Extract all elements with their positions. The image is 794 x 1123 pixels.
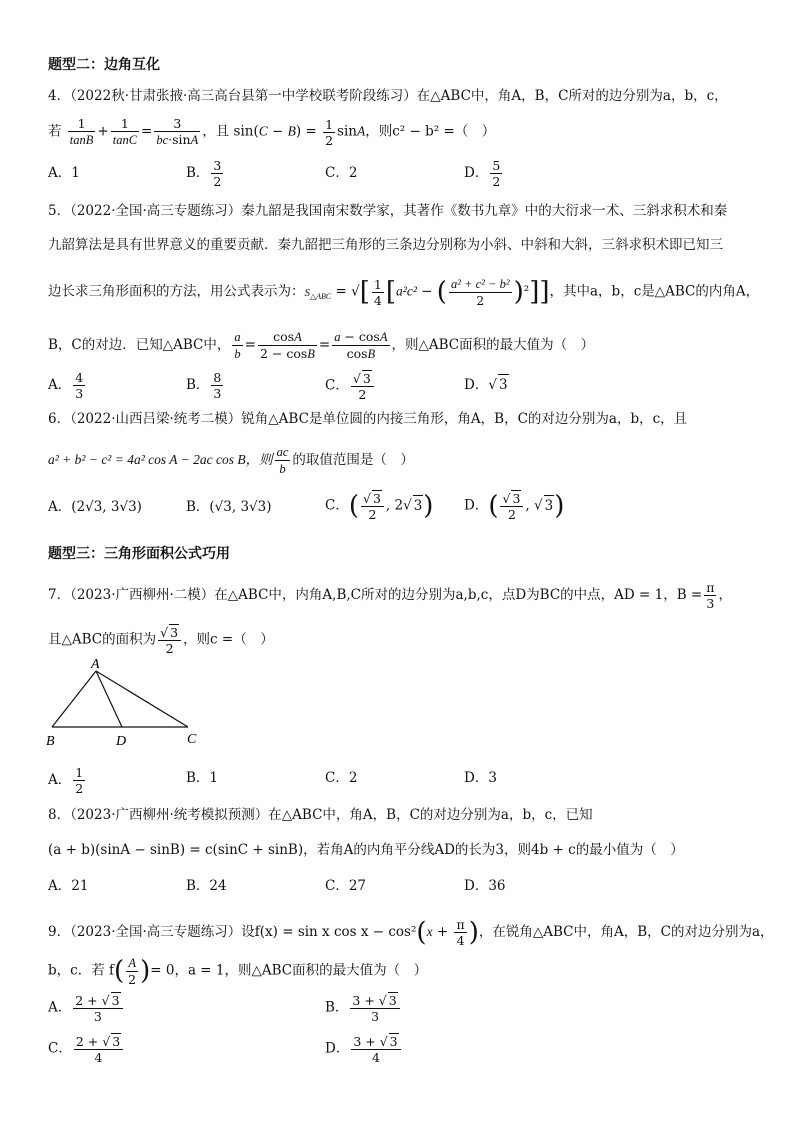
q4-stem: 4．（2022秋·甘肃张掖·高三高台县第一中学校联考阶段练习）在△ABC中，角A，B，C所对的边分别为a，b，c，	[48, 88, 728, 104]
q6-option-a[interactable]: A．(2√3, 3√3)	[48, 499, 142, 515]
q4-option-a[interactable]: A．1	[48, 165, 80, 181]
section-title: 题型三：三角形面积公式巧用	[48, 546, 230, 562]
q8-stem-1: 8．（2023·广西柳州·统考模拟预测）在△ABC中，角A，B，C的对边分别为a，b，c，已知	[48, 807, 593, 823]
q7-stem-1: 7．（2023·广西柳州·二模）在△ABC中，内角A,B,C所对的边分别为a,b,c，点D为BC的中点，AD = 1，B = $\frac{\pi}{3}$ ，	[48, 580, 732, 611]
q8-option-c[interactable]: C．27	[325, 878, 367, 894]
q4-condition: 若 $\frac{1}{\tan B}$ + $\frac{1}{\tan C}$ = $\frac{3}{bc\cdot\sin A}$ ，且 sin(C − B) = $\frac{1}{2}$ sinA，则c² − b² =（ ）	[48, 116, 496, 148]
q6-stem-2: a² + b² − c² = 4a² cos A − 2ac cos B，则 $\frac{ac}{b}$ 的取值范围是（ ）	[48, 445, 414, 476]
q9-option-a[interactable]: A． $\frac{2 + √ 3}{3}$	[48, 992, 125, 1024]
q7-stem-2: 且△ABC的面积为 $\frac{√ 3}{2}$ ，则c =（ ）	[48, 625, 274, 656]
q5-stem-1: 5．（2022·全国·高三专题练习）秦九韶是我国南宋数学家，其著作《数书九章》中的大衍求一术、三斜求积术和秦	[48, 203, 728, 219]
q5-option-b[interactable]: B． $\frac{8}{3}$	[186, 370, 222, 401]
section-title: 题型二：边角互化	[48, 57, 160, 73]
q4-option-b[interactable]: B． $\frac{3}{2}$	[186, 158, 222, 189]
q6-option-d[interactable]: D．( $\frac{√ 3}{2}$ , √ 3)	[464, 491, 565, 522]
triangle-figure	[40, 655, 220, 750]
q4-option-c[interactable]: C．2	[325, 165, 358, 181]
q8-option-a[interactable]: A．21	[48, 878, 89, 894]
q5-option-d[interactable]: D．√ 3	[464, 374, 509, 395]
q5-stem-3: 边长求三角形面积的方法，用公式表示为：$S_{\triangle ABC}$ = √[ $\frac{1}{4}$ [a²c² − ( $\frac{\text{a² + c² − b²}}{2}$ )²]]，其中a，b，c是△ABC的内角A，	[48, 276, 760, 308]
q4-option-d[interactable]: D． $\frac{5}{2}$	[464, 158, 501, 189]
q8-option-d[interactable]: D．36	[464, 878, 506, 894]
q7-option-c[interactable]: C．2	[325, 770, 358, 786]
q8-stem-2: (a + b)(sinA − sinB) = c(sinC + sinB)，若角A的内角平分线AD的长为3，则4b + c的最小值为（ ）	[48, 842, 684, 858]
q7-option-a[interactable]: A． $\frac{1}{2}$	[48, 765, 84, 796]
q9-stem-1: 9．（2023·全国·高三专题练习）设f(x) = sin x cos x − cos²(x + $\frac{\pi}{4}$ )，在锐角△ABC中，角A，B，C的对边分别为a，	[48, 917, 774, 948]
q8-option-b[interactable]: B．24	[186, 878, 227, 894]
q9-stem-2: b，c．若 f( $\frac{A}{2}$ )= 0，a = 1，则△ABC面积的最大值为（ ）	[48, 956, 428, 987]
vertex-label-a: A	[91, 657, 100, 672]
vertex-label-c: C	[187, 732, 197, 747]
vertex-label-b: B	[46, 734, 55, 749]
q5-stem-2: 九韶算法是具有世界意义的重要贡献．秦九韶把三角形的三条边分别称为小斜、中斜和大斜，三斜求积术即已知三	[48, 237, 723, 253]
q9-option-c[interactable]: C． $\frac{2 + √ 3}{4}$	[48, 1033, 125, 1065]
q6-stem-1: 6．（2022·山西吕梁·统考二模）锐角△ABC是单位圆的内接三角形，角A，B，C的对边分别为a，b，c，且	[48, 411, 688, 427]
q7-option-b[interactable]: B．1	[186, 770, 219, 786]
q9-option-b[interactable]: B． $\frac{3 + √ 3}{3}$	[325, 992, 402, 1024]
q5-stem-4: B，C的对边．已知△ABC中， $\frac{a}{b}$ = $\frac{\cos A}{2 - \cos B}$ = $\frac{a - \cos A}{\cos B}$ ，则△ABC面积的最大值为（ ）	[48, 329, 595, 361]
q6-option-c[interactable]: C．( $\frac{√ 3}{2}$ , 2√ 3)	[325, 491, 434, 522]
q5-option-a[interactable]: A． $\frac{4}{3}$	[48, 370, 84, 401]
q7-option-d[interactable]: D．3	[464, 770, 497, 786]
point-label-d: D	[116, 734, 127, 749]
q9-option-d[interactable]: D． $\frac{3 + √ 3}{4}$	[325, 1033, 403, 1065]
q5-option-c[interactable]: C． $\frac{√ 3}{2}$	[325, 370, 376, 402]
q6-option-b[interactable]: B．(√3, 3√3)	[186, 499, 272, 515]
